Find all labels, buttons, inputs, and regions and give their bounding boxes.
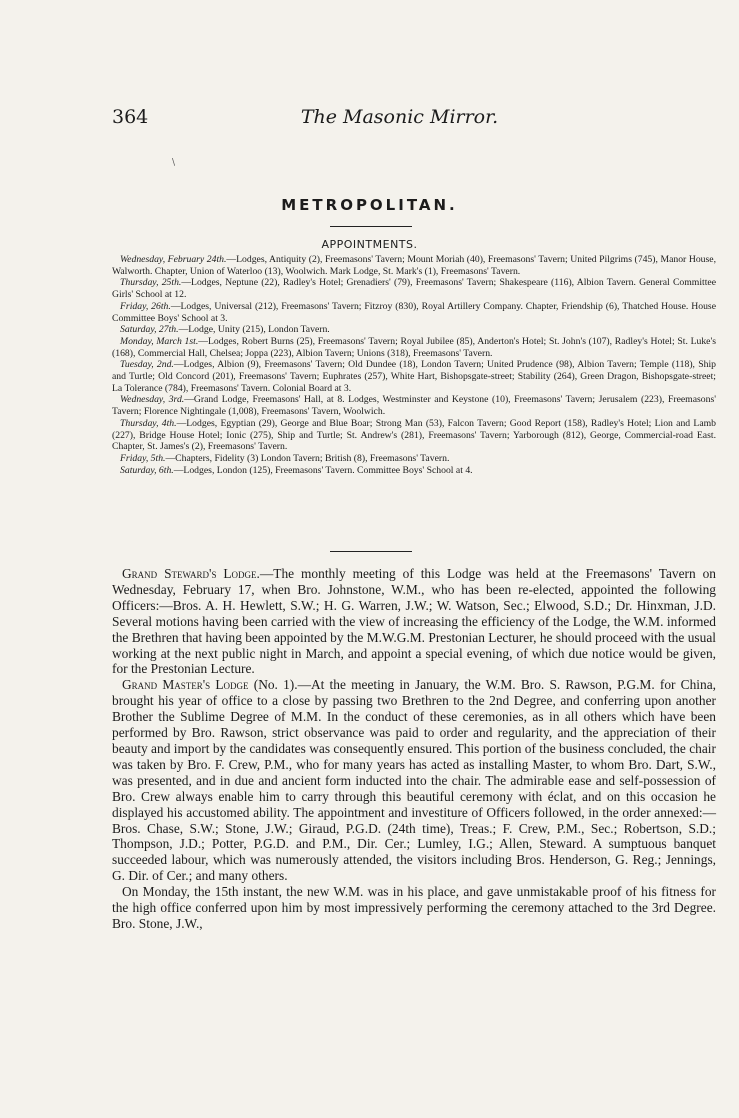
heading-rule bbox=[330, 226, 412, 227]
appointment-entry bbox=[112, 254, 716, 277]
ink-speck: \ bbox=[172, 158, 176, 168]
appointment-entry bbox=[112, 394, 716, 417]
appointment-entry bbox=[112, 465, 716, 477]
appointment-day: Saturday, 27th. bbox=[120, 324, 179, 336]
appointment-entry bbox=[112, 336, 716, 359]
body-paragraph bbox=[112, 884, 716, 932]
appointment-day: Friday, 5th. bbox=[120, 452, 166, 464]
appointment-day: Thursday, 4th. bbox=[120, 417, 177, 429]
page-header bbox=[112, 106, 687, 130]
appointment-day: Monday, March 1st. bbox=[120, 335, 199, 347]
body-paragraph bbox=[112, 566, 716, 677]
running-title: The Masonic Mirror. bbox=[300, 106, 499, 128]
paragraph-lead: Grand Master's Lodge bbox=[122, 677, 249, 693]
appointment-text: —Chapters, Fidelity (3) London Tavern; British (8), Freemasons' Tavern. bbox=[165, 452, 450, 464]
sub-heading: APPOINTMENTS. bbox=[321, 238, 418, 251]
paragraph-text: (No. 1).—At the meeting in January, the W.M. Bro. S. Rawson, P.G.M. for China, brought his year of office to a close by passing two Brethren to the 2nd Degree, and conferring upon another Brother the Sublime Degree of M.M. In the conduct of these ceremonies, as in all others which have been performed by Bro. Rawson, strict observance was paid to order and regularity, and the appreciation of their beauty and import by the candidates was consequently ensured. This portion of the business concluded, the chair was taken by Bro. F. Crew, P.M., who for many years has acted as installing Master, to whom Bro. Dart, S.W., was presented, and in due and ancient form inducted into the chair. The admirable ease and self-possession of Bro. Crew always enable him to carry through this beautiful ceremony with éclat, and on this occasion he displayed his accustomed ability. The appointment and investiture of Officers followed, in the order annexed:—Bros. Chase, S.W.; Stone, J.W.; Giraud, P.G.D. (24th time), Treas.; F. Crew, P.M., Sec.; Robertson, S.D.; Thompson, J.D.; Potter, P.G.D. and P.M., Dir. Cer.; Lumley, I.G.; Allen, Steward. A sumptuous banquet succeeded labour, which was numerously attended, the visitors including Bros. Henderson, G. Reg.; Jennings, G. Dir. of Cer.; and many others. bbox=[112, 677, 716, 884]
section-heading: METROPOLITAN. bbox=[281, 196, 458, 214]
appointment-day: Thursday, 25th. bbox=[120, 277, 182, 289]
paragraph-text: —The monthly meeting of this Lodge was held at the Freemasons' Tavern on Wednesday, February 17, when Bro. Johnstone, W.M., who has been re-elected, appointed the following Officers:—Bros. A. H. Hewlett, S.W.; H. G. Warren, J.W.; W. Watson, Sec.; Elwood, S.D.; Dr. Hinxman, J.D. Several motions having been carried with the view of increasing the efficiency of the Lodge, the W.M. informed the Brethren that having been appointed by the M.W.G.M. Prestonian Lecturer, he should proceed with the usual working at the next public night in March, and appoint a special evening, of which due notice would be given, for the Prestonian Lecture. bbox=[112, 566, 716, 677]
appointment-entry bbox=[112, 277, 716, 300]
appointment-text: —Lodges, Robert Burns (25), Freemasons' Tavern; Royal Jubilee (85), Anderton's Hotel; St. John's (107), Radley's Hotel; St. Luke's (168), Commercial Hall, Chelsea; Joppa (223), Albion Tavern; Unions (318), Freemasons' Tavern. bbox=[112, 335, 717, 359]
appointment-text: —Lodges, Universal (212), Freemasons' Tavern; Fitzroy (830), Royal Artillery Company. Chapter, Friendship (6), Thatched House. House Committee Boys' School at 3. bbox=[112, 300, 717, 324]
appointments-list bbox=[112, 254, 716, 476]
appointment-entry bbox=[112, 418, 716, 453]
appointment-entry bbox=[112, 324, 716, 336]
appointment-entry bbox=[112, 301, 716, 324]
article-body bbox=[112, 566, 716, 932]
appointment-text: —Grand Lodge, Freemasons' Hall, at 8. Lodges, Westminster and Keystone (10), Freemasons' Tavern; Jerusalem (223), Freemasons' Tavern; Florence Nightingale (1,008), Freemasons' Tavern, Woolwich. bbox=[112, 394, 716, 418]
paragraph-lead: Grand Steward's Lodge. bbox=[122, 566, 260, 581]
appointment-entry bbox=[112, 453, 716, 465]
appointment-text: —Lodges, Egyptian (29), George and Blue Boar; Strong Man (53), Falcon Tavern; Good Report (158), Radley's Hotel; Lion and Lamb (227), Bridge House Hotel; Ionic (275), Ship and Turtle; St. Andrew's (281), Freemasons' Tavern; Yarborough (812), George, Commercial-road East. Chapter, St. James's (2), Freemasons' Tavern. bbox=[112, 417, 716, 453]
appointment-text: —Lodges, London (125), Freemasons' Tavern. Committee Boys' School at 4. bbox=[173, 464, 473, 476]
appointment-day: Tuesday, 2nd. bbox=[120, 359, 174, 371]
appointment-text: —Lodges, Antiquity (2), Freemasons' Tavern; Mount Moriah (40), Freemasons' Tavern; United Pilgrims (745), Manor House, Walworth. Chapter, Union of Waterloo (13), Woolwich. Mark Lodge, St. Mark's (1), Freemasons' Tavern. bbox=[112, 254, 716, 277]
appointment-day: Wednesday, 3rd. bbox=[120, 394, 185, 406]
appointment-day: Friday, 26th. bbox=[120, 300, 171, 312]
appointment-day: Wednesday, February 24th. bbox=[120, 254, 227, 265]
appointment-text: —Lodges, Albion (9), Freemasons' Tavern; Old Dundee (18), London Tavern; United Prudence (98), Albion Tavern; Temple (118), Ship and Turtle; Old Concord (201), Freemasons' Tavern; Euphrates (257), White Hart, Bishopsgate-street; Stability (264), Green Dragon, Bishopsgate-street; La Tolerance (784), Freemasons' Tavern. Colonial Board at 3. bbox=[112, 359, 716, 394]
paragraph-text: On Monday, the 15th instant, the new W.M. was in his place, and gave unmistakable proof of his fitness for the high office conferred upon him by most impressively performing the ceremony attached to the 3rd Degree. Bro. Stone, J.W., bbox=[112, 884, 716, 931]
body-paragraph bbox=[112, 677, 716, 884]
appointment-day: Saturday, 6th. bbox=[120, 464, 174, 476]
appointment-entry bbox=[112, 359, 716, 394]
section-divider bbox=[330, 551, 412, 552]
page-number: 364 bbox=[112, 106, 149, 128]
appointment-text: —Lodge, Unity (215), London Tavern. bbox=[178, 324, 330, 336]
appointment-text: —Lodges, Neptune (22), Radley's Hotel; Grenadiers' (79), Freemasons' Tavern; Shakespeare (116), Albion Tavern. General Committee Girls' School at 12. bbox=[112, 277, 716, 301]
